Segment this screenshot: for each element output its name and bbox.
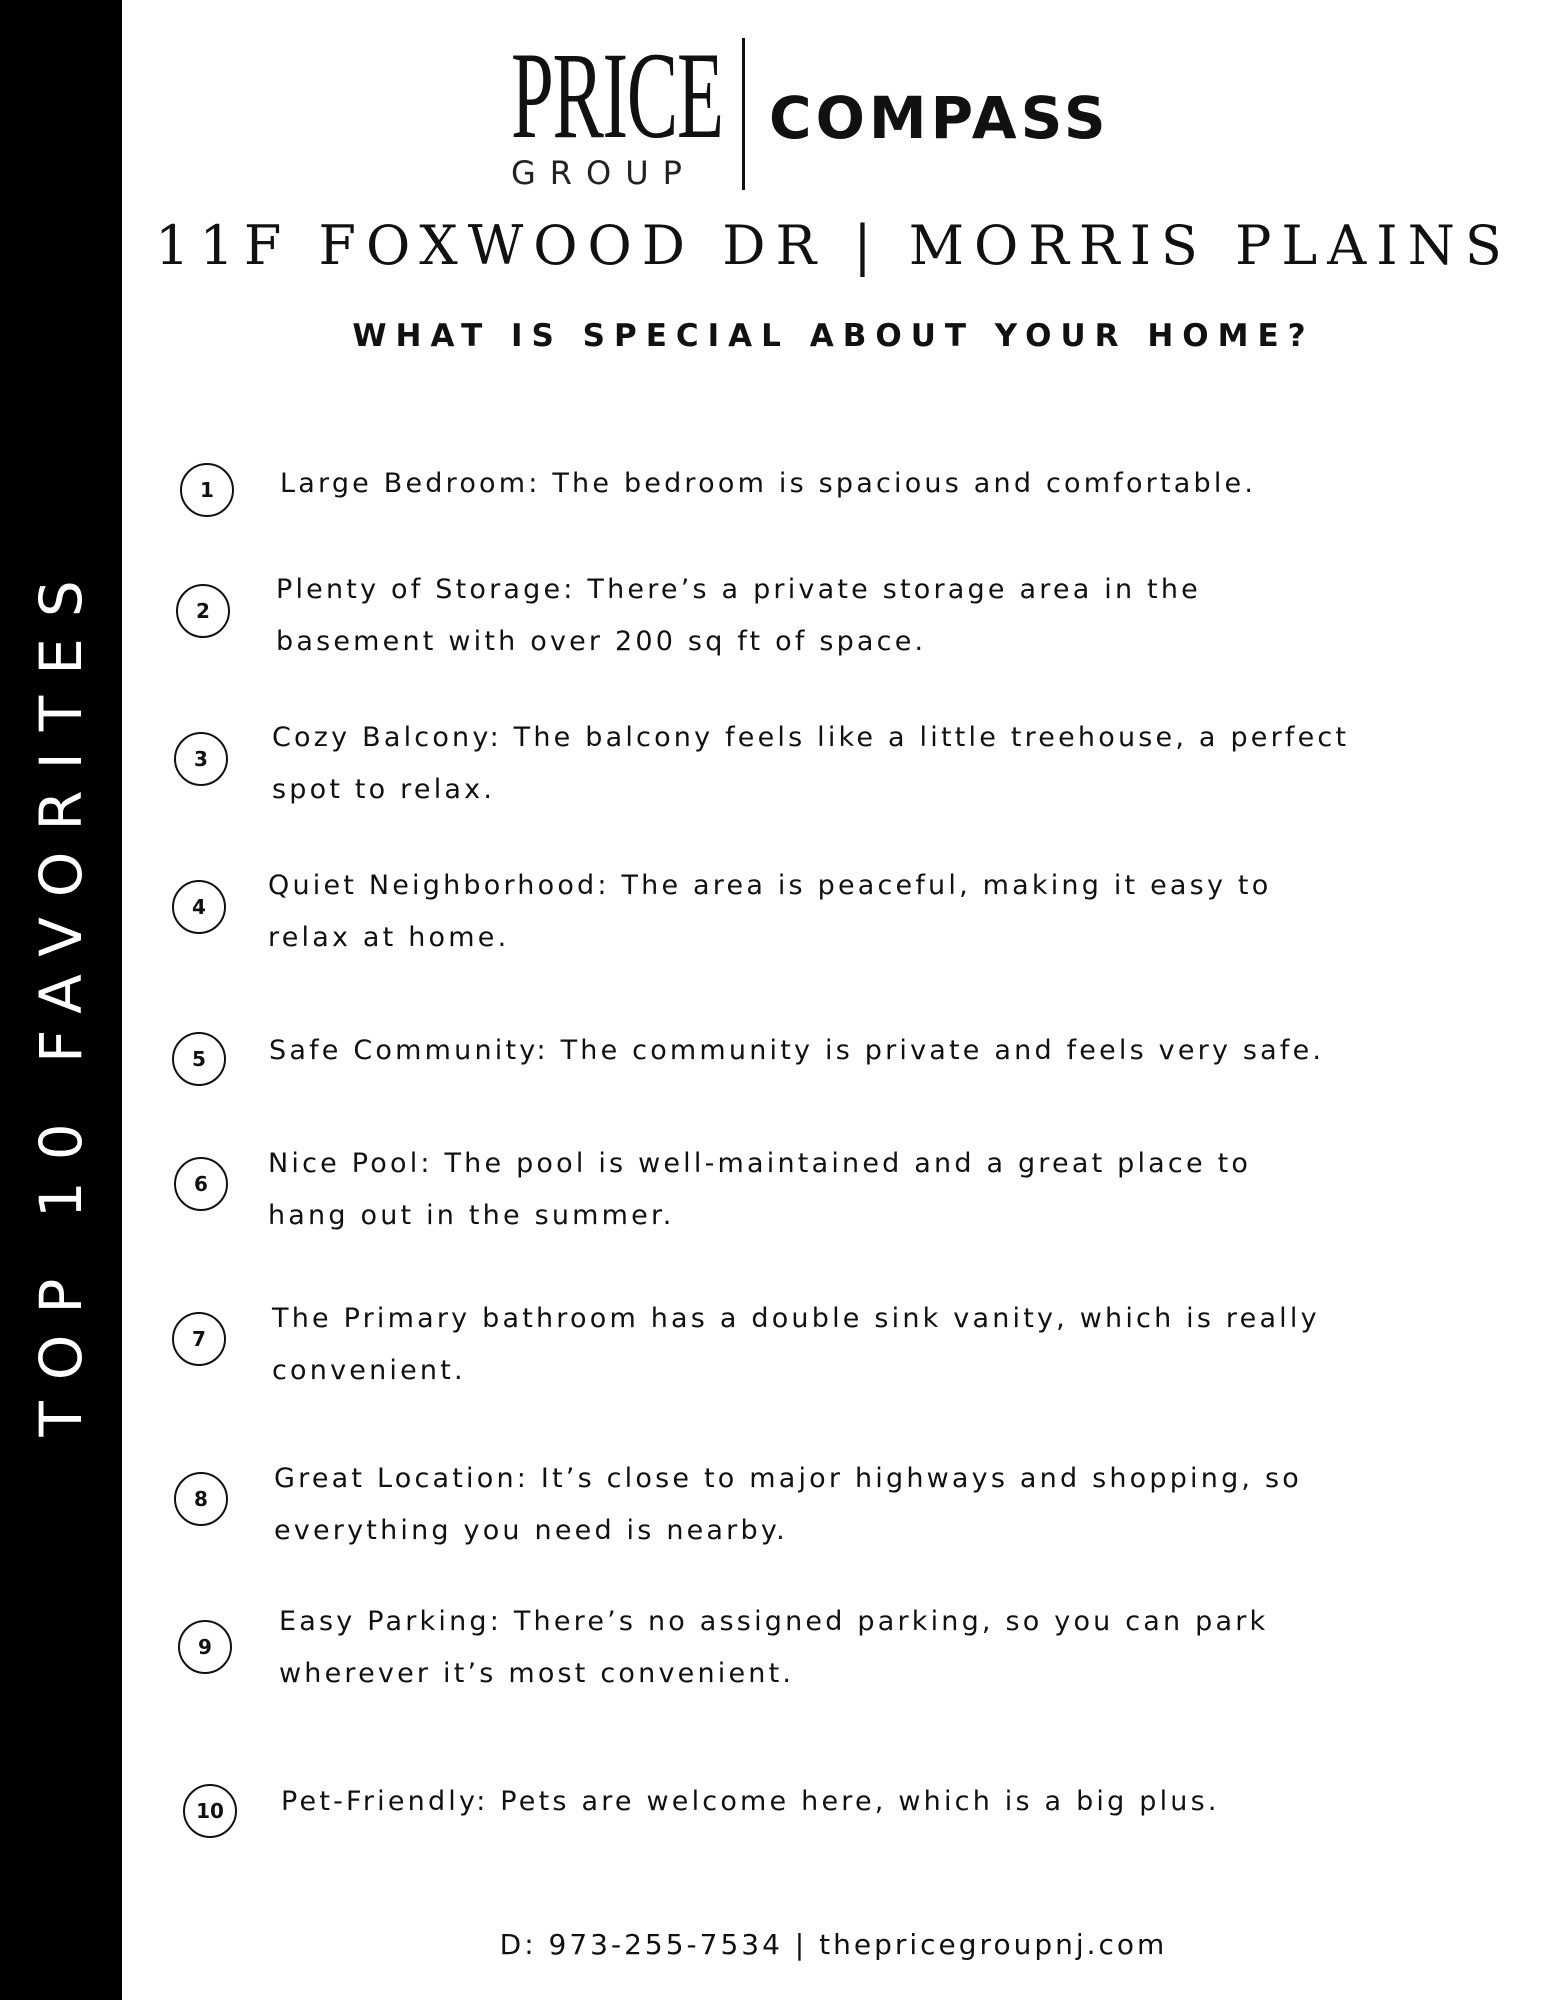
favorite-number-badge: 1 — [180, 463, 234, 517]
favorite-text: Quiet Neighborhood: The area is peaceful, making it easy to relax at home. — [268, 870, 1272, 953]
favorite-item-1 — [180, 458, 1470, 568]
side-band — [0, 0, 122, 2000]
favorite-item-5 — [172, 1032, 1462, 1142]
logo-price-text: PRICE — [511, 27, 723, 164]
favorite-number-badge: 4 — [172, 880, 226, 934]
favorite-number-badge: 9 — [178, 1620, 232, 1674]
property-address: 11F FOXWOOD DR | MORRIS PLAINS — [155, 214, 1512, 277]
favorite-number-badge: 2 — [176, 584, 230, 638]
favorite-item-6 — [174, 1142, 1464, 1252]
side-band-title: TOP 10 FAVORITES — [27, 559, 95, 1437]
favorite-number-badge: 10 — [183, 1784, 237, 1838]
favorite-text: Cozy Balcony: The balcony feels like a little treehouse, a perfect spot to relax. — [272, 722, 1350, 805]
favorite-text: Nice Pool: The pool is well-maintained and a great place to hang out in the summer. — [268, 1148, 1252, 1231]
favorite-number-badge: 5 — [172, 1032, 226, 1086]
logo-group-text: GROUP — [511, 154, 696, 192]
page-subtitle: WHAT IS SPECIAL ABOUT YOUR HOME? — [352, 318, 1315, 354]
favorite-number-badge: 7 — [172, 1312, 226, 1366]
favorite-number-badge: 3 — [174, 732, 228, 786]
favorite-text: The Primary bathroom has a double sink vanity, which is really convenient. — [272, 1303, 1320, 1386]
logo-compass-text: COMPASS — [769, 84, 1110, 152]
favorite-item-7 — [172, 1300, 1462, 1410]
favorite-item-8 — [174, 1460, 1464, 1570]
favorite-number-badge: 8 — [174, 1472, 228, 1526]
favorite-item-2 — [176, 568, 1466, 678]
footer-contact: D: 973-255-7534 | thepricegroupnj.com — [499, 1928, 1168, 1961]
logo-divider — [742, 38, 745, 190]
favorite-item-10 — [183, 1784, 1473, 1894]
brand-logo — [505, 27, 1110, 196]
favorite-text: Safe Community: The community is private and feels very safe. — [269, 1035, 1325, 1066]
favorite-item-4 — [172, 864, 1462, 974]
favorite-text: Large Bedroom: The bedroom is spacious and comfortable. — [280, 468, 1257, 499]
favorite-item-9 — [178, 1606, 1468, 1730]
favorite-text: Plenty of Storage: There’s a private storage area in the basement with over 200 sq ft of space. — [276, 574, 1201, 657]
favorite-item-3 — [174, 716, 1464, 826]
favorite-number-badge: 6 — [174, 1157, 228, 1211]
favorite-text: Great Location: It’s close to major highways and shopping, so everything you need is nearby. — [274, 1463, 1302, 1546]
favorite-text: Easy Parking: There’s no assigned parking, so you can park wherever it’s most convenient. — [279, 1606, 1269, 1689]
favorite-text: Pet-Friendly: Pets are welcome here, which is a big plus. — [281, 1786, 1220, 1817]
